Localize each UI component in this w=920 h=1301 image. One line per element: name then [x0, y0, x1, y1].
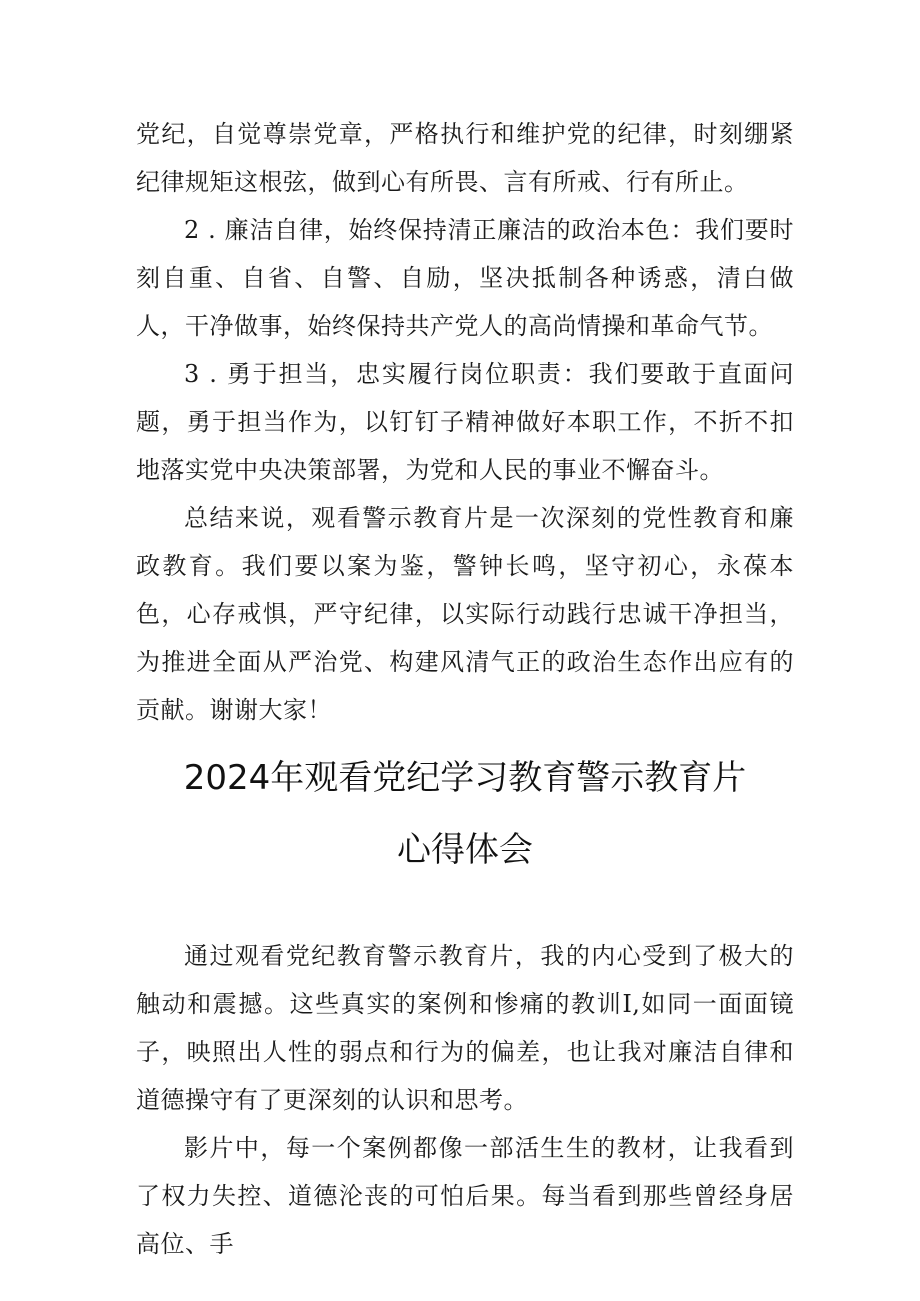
- paragraph-point-2: 2 . 廉洁自律，始终保持清正廉洁的政治本色：我们要时刻自重、自省、自警、自励，坚决抵制各种诱惑，清白做人，干净做事，始终保持共产党人的高尚情操和革命气节。: [136, 216, 794, 340]
- title-line-2: 心得体会: [397, 830, 533, 870]
- paragraph-film-cases: 影片中，每一个案例都像一部活生生的教材，让我看到了权力失控、道德沦丧的可怕后果。每当看到那些曾经身居高位、手: [136, 1134, 794, 1258]
- paragraph-summary: 总结来说，观看警示教育片是一次深刻的党性教育和廉政教育。我们要以案为鉴，警钟长鸣，坚守初心，永葆本色，心存戒惧，严守纪律，以实际行动践行忠诚干净担当，为推进全面从严治党、构建风清气正的政治生态作出应有的贡献。谢谢大家！: [136, 504, 794, 724]
- title-line-1: 2024年观看党纪学习教育警示教育片: [183, 758, 747, 798]
- paragraph-point-3: 3 . 勇于担当，忠实履行岗位职责：我们要敢于直面问题，勇于担当作为，以钉钉子精神做好本职工作，不折不扣地落实党中央决策部署，为党和人民的事业不懈奋斗。: [136, 360, 794, 484]
- paragraph-continuation: 党纪，自觉尊崇党章，严格执行和维护党的纪律，时刻绷紧纪律规矩这根弦，做到心有所畏、言有所戒、行有所止。: [136, 120, 794, 196]
- document-title: [136, 742, 794, 886]
- paragraph-intro: 通过观看党纪教育警示教育片，我的内心受到了极大的触动和震撼。这些真实的案例和惨痛的教训I,如同一面面镜子，映照出人性的弱点和行为的偏差，也让我对廉洁自律和道德操守有了更深刻的认识和思考。: [136, 942, 794, 1114]
- title-spacer: [136, 886, 794, 932]
